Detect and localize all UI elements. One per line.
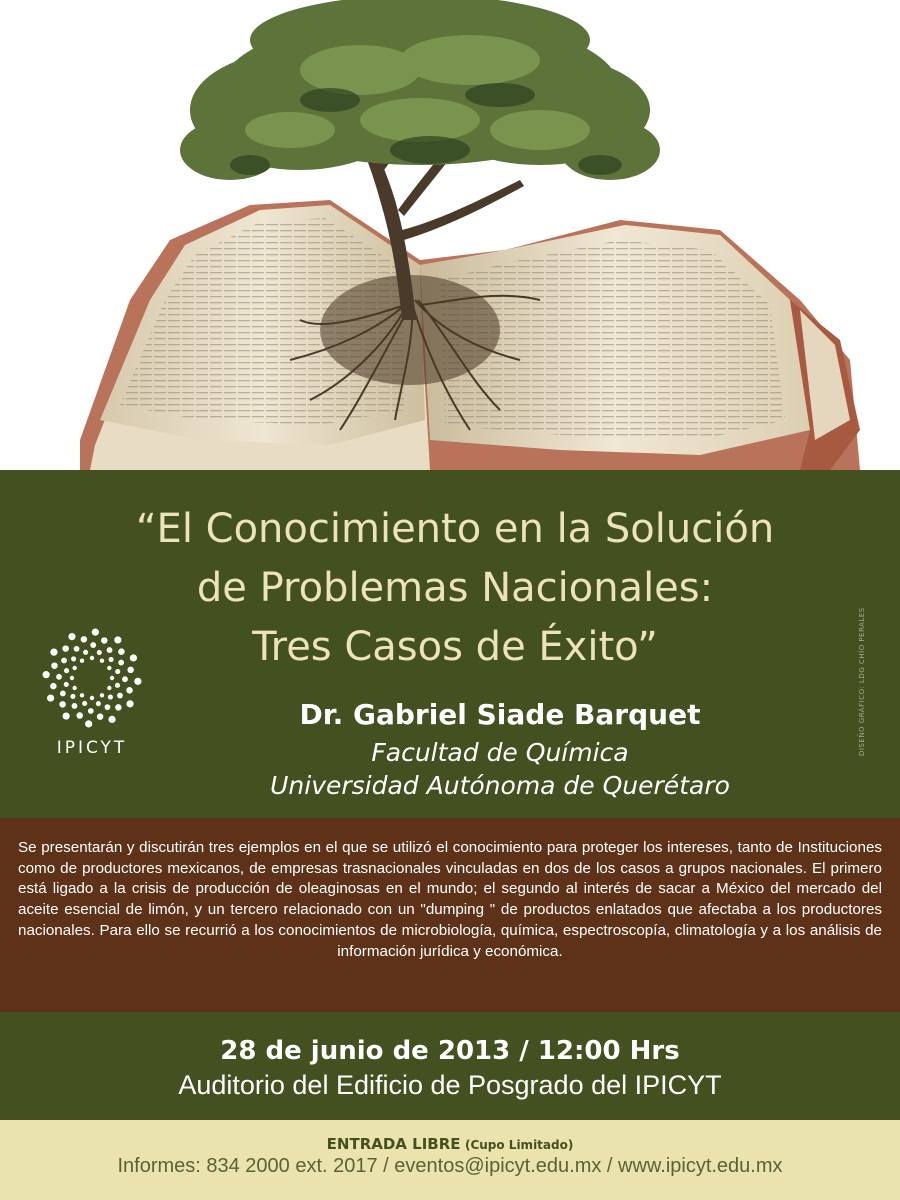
logo-dot — [100, 658, 104, 662]
logo-dot — [71, 656, 76, 661]
speaker-name: Dr. Gabriel Siade Barquet — [299, 698, 701, 731]
logo-dot — [108, 716, 115, 723]
logo-dot — [70, 694, 75, 699]
logo-dot — [51, 662, 58, 669]
logo-dot — [88, 708, 94, 714]
logo-dot — [101, 637, 108, 644]
logo-dot — [72, 686, 76, 690]
logo-dot — [80, 693, 84, 697]
title-line-3: Tres Casos de Éxito” — [252, 624, 658, 670]
logo-dot — [97, 650, 102, 655]
speaker-affiliation-university: Universidad Autónoma de Querétaro — [270, 771, 730, 800]
event-venue: Auditorio del Edificio de Posgrado del IPICYT — [178, 1070, 722, 1100]
logo-dot — [68, 633, 75, 640]
design-credit — [852, 576, 872, 756]
logo-dot — [90, 696, 94, 700]
logo-dot — [126, 687, 133, 694]
abstract-text: Se presentarán y discutirán tres ejemplos en el que se utilizó el conocimiento para proteger los intereses, tanto de Instituciones como de productores mexicanos, de empresas trasnacionales vinculadas en dos de los casos a grupos nacionales. El primero está ligado a la crisis de producción de oleaginosas en el mundo; el segundo al interés de sacar a México del mercado del aceite esencial de limón, y un tercero relacionado con un "dumping " de productos enlatados que afectaba a los productores nacionales. Para ello se recurrió a los conocimientos de microbiología, química, espectroscopía, climatología y a los análisis de información jurídica y económica. — [18, 839, 882, 960]
logo-dot — [50, 649, 57, 656]
logo-dot — [118, 648, 125, 655]
tree-book-illustration — [0, 0, 900, 470]
logo-dot — [83, 650, 88, 655]
logo-dot — [134, 678, 141, 685]
logo-dot — [110, 676, 114, 680]
logo-dot — [70, 676, 74, 680]
entry-line — [0, 1135, 900, 1153]
logo-dot — [90, 642, 96, 648]
event-date: 28 de junio de 2013 / 12:00 Hrs — [220, 1036, 680, 1066]
logo-dot — [115, 704, 122, 711]
speaker-affiliation-faculty: Facultad de Química — [371, 738, 629, 767]
logo-dot — [108, 695, 113, 700]
logo-dot — [43, 671, 50, 678]
logo-dot — [59, 701, 65, 708]
logo-dot — [130, 654, 137, 661]
logo-dot — [63, 712, 70, 719]
logo-dot — [107, 666, 111, 670]
logo-dot — [72, 666, 76, 670]
logo-dot — [109, 657, 114, 662]
logo-dot — [126, 700, 133, 707]
logo-dot — [107, 647, 113, 653]
logo-text: IPICYT — [56, 738, 128, 758]
logo-dot — [60, 691, 66, 697]
logo-dot — [105, 704, 111, 710]
title-line-2: de Problemas Nacionales: — [196, 565, 714, 611]
logo-dot — [64, 682, 69, 687]
logo-dot — [127, 667, 134, 674]
hero-image — [0, 0, 900, 470]
logo-dot — [100, 693, 104, 697]
logo-dot — [85, 720, 92, 727]
title-line-1: “El Conocimiento en la Solución — [135, 506, 775, 552]
logo-dot — [114, 636, 121, 643]
logo-dot — [115, 683, 120, 688]
logo-dot — [115, 669, 120, 674]
logo-dot — [90, 656, 94, 660]
logo-dot — [82, 701, 87, 706]
logo-dot — [118, 660, 124, 666]
logo-dot — [122, 676, 128, 682]
logo-dot — [80, 658, 84, 662]
logo-dot — [117, 693, 123, 699]
logo-dot — [96, 701, 101, 706]
logo-dot — [64, 668, 69, 673]
logo-dot — [56, 674, 62, 680]
event-title — [60, 500, 850, 677]
logo-dot — [72, 703, 78, 709]
entry-free: ENTRADA LIBRE — [326, 1135, 461, 1153]
logo-dot — [62, 645, 69, 652]
contact-info: Informes: 834 2000 ext. 2017 / eventos@ipicyt.edu.mx / www.ipicyt.edu.mx — [117, 1155, 783, 1177]
logo-dot — [92, 629, 99, 636]
logo-dot — [76, 712, 83, 719]
event-info-band — [0, 1012, 900, 1120]
logo-dot — [47, 694, 54, 701]
logo-dot — [97, 713, 104, 720]
logo-dot — [81, 636, 88, 643]
logo-dot — [61, 658, 67, 664]
logo-dot — [74, 646, 80, 652]
entry-note: (Cupo Limitado) — [464, 1138, 574, 1152]
logo-dot — [50, 683, 57, 690]
design-credit-text: DISEÑO GRÁFICO: LDG CHÍO PERALES — [858, 607, 866, 756]
logo-dot — [107, 686, 111, 690]
